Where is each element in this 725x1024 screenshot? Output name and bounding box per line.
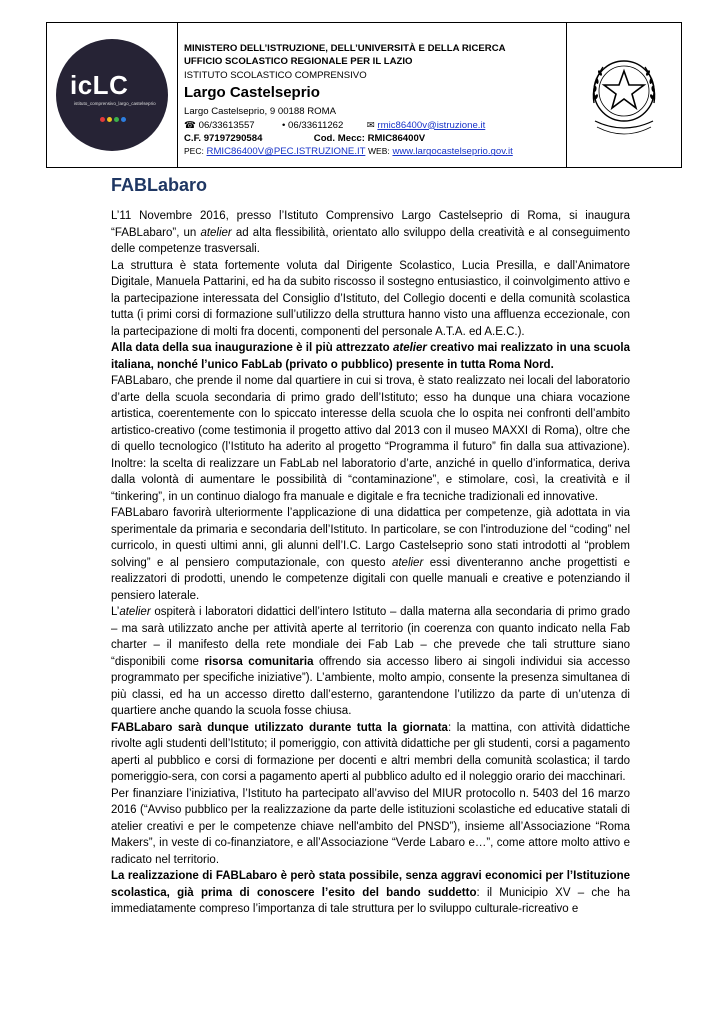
logo-subtext: istituto_comprensivo_largo_castelseprio xyxy=(74,101,156,106)
text-run: L’11 Novembre 2016, presso l’Istituto Comprensivo Largo Castelseprio di Roma, si inaugura “FABLabaro”, un xyxy=(111,210,630,239)
text-run: atelier xyxy=(392,342,427,354)
paragraph xyxy=(111,208,630,258)
text-run: L’ xyxy=(111,606,120,618)
phone-icon: ☎ xyxy=(184,119,196,131)
school-name: Largo Castelseprio xyxy=(184,84,320,102)
paragraph xyxy=(111,373,630,505)
pec-link[interactable]: RMIC86400V@PEC.ISTRUZIONE.IT xyxy=(206,146,366,158)
ministry-name: MINISTERO DELL’ISTRUZIONE, DELL’UNIVERSITÀ E DELLA RICERCA xyxy=(184,43,506,54)
text-run: atelier xyxy=(119,606,151,618)
fax-icon: • xyxy=(282,119,286,131)
text-run: : il Municipio XV – che ha immediatamente compreso l’importanza di tale struttura per lo sviluppo culturale-ricreativo e xyxy=(111,886,631,915)
logo-text: icLC xyxy=(70,70,129,100)
paragraph xyxy=(111,720,630,786)
text-run: ad alta flessibilità, orientato allo sviluppo della creatività e al conseguimento delle competenze trasversali. xyxy=(111,226,631,255)
paragraph xyxy=(111,868,630,918)
school-address: Largo Castelseprio, 9 00188 ROMA xyxy=(184,106,336,118)
text-run: risorsa comunitaria xyxy=(204,655,314,668)
text-run: La realizzazione di FABLabaro è però stata possibile, senza aggravi economici per l’Istituzione scolastica, già prima di conoscere l’esito del bando suddetto xyxy=(111,870,630,899)
document-body xyxy=(111,174,630,918)
tax-code: C.F. 97197290584 xyxy=(184,133,263,145)
republic-emblem-cell xyxy=(566,23,681,167)
text-run: Per finanziare l’iniziativa, l’Istituto ha partecipato all’avviso del MIUR protocollo n. 5403 del 16 marzo 2016 (“Avviso pubblico per la realizzazione da parte delle istituzioni scolastiche ed educative statali di atelier creativi e per le competenze chiave nell'ambito del PNSD”), insieme all’Associazione “Roma Makers”, in veste di co-finanziatore, e all’Associazione “Verde Labaro e…”, come attore molto attivo e radicato nel territorio. xyxy=(111,787,630,866)
paragraph xyxy=(111,340,630,373)
school-logo-cell xyxy=(47,23,178,167)
paragraph xyxy=(111,786,630,869)
email-link[interactable]: rmic86400v@istruzione.it xyxy=(377,119,486,131)
pec-web-row xyxy=(184,145,566,158)
phone-number: 06/33613557 xyxy=(198,119,255,131)
paragraph xyxy=(111,604,630,720)
text-run: atelier xyxy=(200,226,232,239)
text-run: ospiterà i laboratori didattici dell’intero Istituto – dalla materna alla secondaria di primo grado – ma sarà utilizzato anche per attività aperte al territorio (in coerenza con quanto indicato nella Fab charter – il manifesto della rete mondiale dei Fab Lab – che prevede che tali strutture siano “disponibili come xyxy=(111,606,630,668)
web-label: WEB: xyxy=(368,146,390,157)
text-run: atelier xyxy=(391,556,424,569)
text-run: FABLabaro sarà dunque utilizzato durante tutta la giornata xyxy=(111,721,448,734)
contact-row xyxy=(184,119,566,132)
codes-row xyxy=(184,132,566,145)
paragraph xyxy=(111,258,630,341)
letterhead-info xyxy=(178,23,566,167)
institute-type: ISTITUTO SCOLASTICO COMPRENSIVO xyxy=(184,69,367,81)
fax-number: 06/33611262 xyxy=(288,119,344,131)
text-run: Alla data della sua inaugurazione è il più attrezzato xyxy=(111,342,393,354)
web-link[interactable]: www.largocastelseprio.gov.it xyxy=(392,146,513,158)
text-run: : la mattina, con attività didattiche rivolte agli studenti dell’Istituto; il pomeriggio, con attività didattiche per gli studenti, corsi a pagamento aperti al pubblico e corsi di formazione per docenti e altri membri della comunità scolastica; il tardo pomeriggio-sera, con corsi a pagamento aperti al pubblico adulto ed il noleggio orario dei macchinari. xyxy=(111,721,630,783)
text-run: La struttura è stata fortemente voluta dal Dirigente Scolastico, Lucia Presilla, e dall’Animatore Digitale, Manuela Pattarini, ed ha da subito riscosso il sostegno entusiastico, il coinvolgimento attivo e la partecipazione interessata del Consiglio d’Istituto, del Collegio docenti e della comunità scolastica tutta (i primi corsi di formazione sull’utilizzo della struttura hanno visto una affluenza eccezionale, con la partecipazione di molti fra docenti, componenti del personale A.T.A. ed A.E.C.). xyxy=(111,259,630,338)
logo-dots xyxy=(100,117,126,122)
text-run: essi diventeranno anche progettisti e realizzatori di prodotti, unendo le competenze digitali con quelle manuali e creative e potenziando il pensiero laterale. xyxy=(111,556,630,602)
text-run: offrendo sia accesso libero ai singoli individui sia accesso programmato per specifiche iniziative”). L’ambiente, molto ampio, consente la presenza simultanea di più classi, ed ha un accesso diretto dall’esterno, garantendone l’utilizzo da parte di un’utenza di quartiere anche quando la scuola fosse chiusa. xyxy=(111,655,630,717)
mechanographic-code: Cod. Mecc: RMIC86400V xyxy=(313,133,426,145)
text-run: creativo mai realizzato in una scuola italiana, nonché l’unico FabLab (privato o pubblico) presente in tutta Roma Nord. xyxy=(111,342,630,371)
text-run: FABLabaro favorirà ulteriormente l’applicazione di una didattica per competenze, già adottata in via sperimentale da primaria e secondaria dell’Istituto. In particolare, se con l'introduzione del “coding” nel curricolo, in questi ultimi anni, gli alunni dell’I.C. Largo Castelseprio sono stati introdotti al “problem solving” e al pensiero computazionale, con questo xyxy=(111,507,630,569)
school-logo xyxy=(56,39,168,151)
paragraph xyxy=(111,505,630,604)
republic-emblem-icon xyxy=(581,45,667,145)
pec-label: PEC: xyxy=(184,146,204,157)
paragraphs xyxy=(111,208,630,918)
text-run: FABLabaro, che prende il nome dal quartiere in cui si trova, è stato realizzato nei locali del laboratorio d’arte della scuola secondaria di primo grado dell’Istituto; esso ha dunque una chiara vocazione artistica, coerentemente con lo spiccato interesse della scuola che lo ospita nei confronti dell’ambito artistico-creativo (come testimonia il progetto attivo dal 2013 con il museo MAXXI di Roma), oltre che di quello tecnologico (l’Istituto ha aderito al progetto “Programma il futuro” fin dalla sua attivazione). Inoltre: la scelta di realizzare un FabLab nel laboratorio d’arte, anziché in quello d’informatica, deriva dalla volontà di aumentare le possibilità di “contaminazione”, e stimolare, così, la creatività e il “tinkering”, in un continuo dialogo fra manuale e digitale e fra tecniche tradizionali ed innovative. xyxy=(111,375,630,503)
mail-icon: ✉ xyxy=(366,119,375,131)
letterhead xyxy=(46,22,682,168)
regional-office: UFFICIO SCOLASTICO REGIONALE PER IL LAZIO xyxy=(184,56,413,68)
document-title: FABLabaro xyxy=(111,175,208,195)
